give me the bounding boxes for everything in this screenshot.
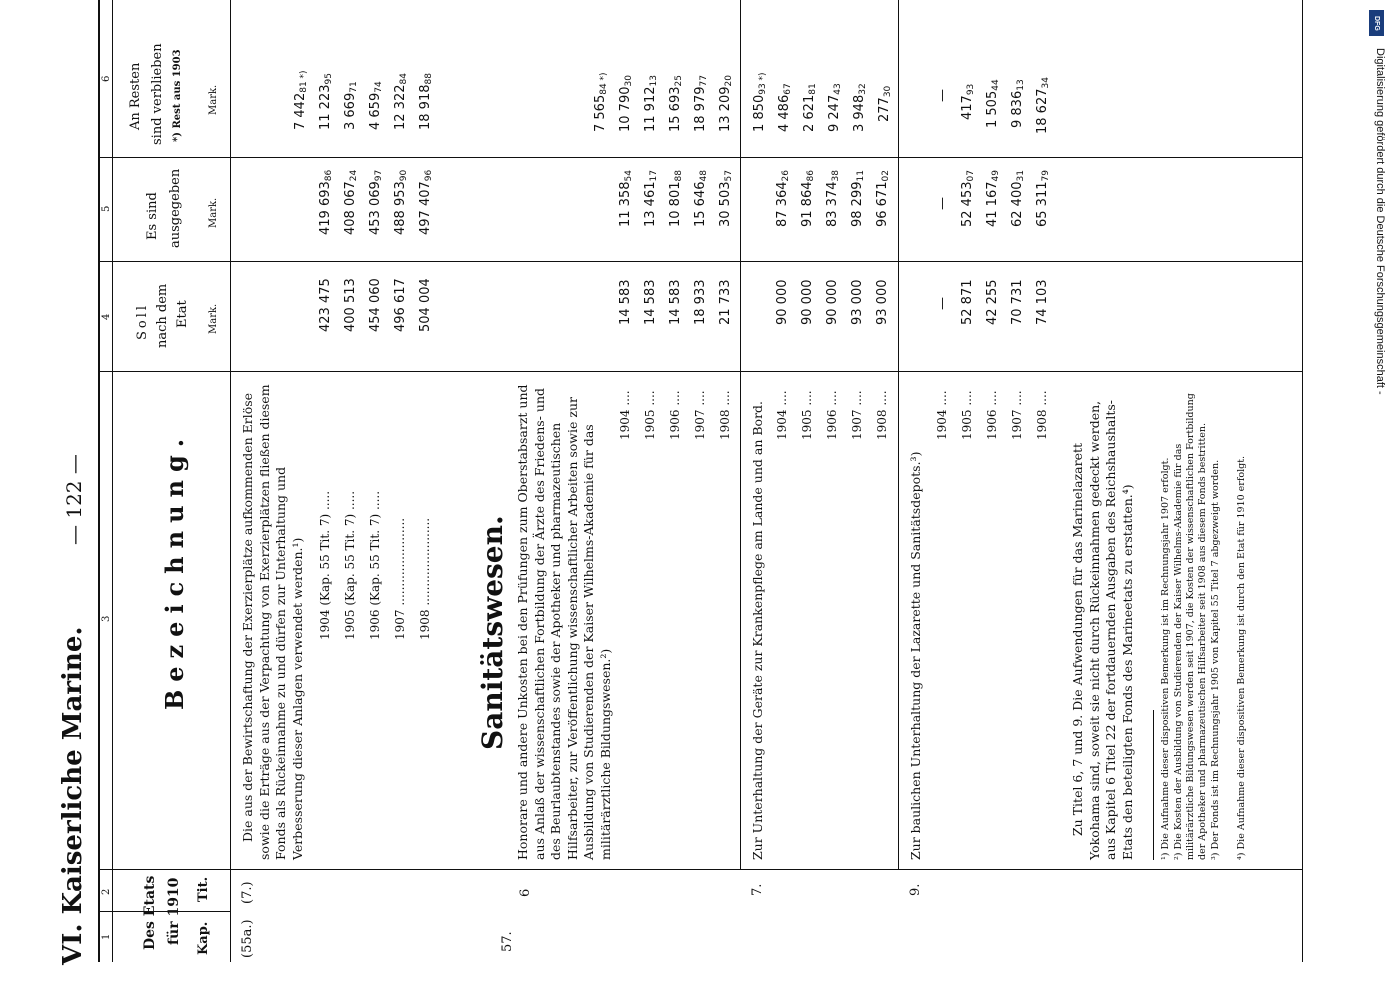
- block-divider: [898, 0, 899, 870]
- rest-value: $277_{30}$: [877, 85, 893, 122]
- soll-value: 504 004: [418, 278, 433, 332]
- ausgegeben-value: 87 $364_{26}$: [775, 170, 791, 227]
- year-label: 1906 ....: [668, 390, 682, 440]
- ausgegeben-value: 497 $407_{96}$: [418, 169, 434, 235]
- year-label: 1905 ....: [643, 390, 657, 440]
- rest-value: 10 $790_{30}$: [618, 75, 634, 132]
- ausgegeben-value: 488 $953_{90}$: [393, 169, 409, 235]
- year-label: 1908 ....: [1035, 390, 1049, 440]
- soll-value: 400 513: [343, 278, 358, 332]
- section-title: VI. Kaiserliche Marine.: [58, 626, 88, 965]
- ausgegeben-value: 91 $864_{86}$: [800, 170, 816, 227]
- col-kap-header: Kap.: [196, 921, 211, 955]
- col12-title: Des Etats: [142, 875, 158, 950]
- ausgegeben-value: 52 $453_{07}$: [960, 170, 976, 227]
- soll-value: 90 000: [800, 279, 815, 325]
- col-divider-5: [100, 157, 1302, 158]
- rest-value: 18 $627_{34}$: [1035, 77, 1051, 134]
- col-number: 6: [101, 75, 112, 82]
- rest-1903-value: 1 $850_{93 *)}$: [752, 72, 768, 132]
- header-rule: [230, 0, 231, 962]
- section-heading: Sanitätswesen.: [476, 515, 509, 750]
- rest-value: $417_{93}$: [960, 83, 976, 120]
- soll-value: 14 583: [643, 279, 658, 325]
- col4-title: nach dem: [155, 283, 170, 348]
- credit-text: Digitalisierung gefördert durch die Deutsche Forschungsgemeinschaft -: [1374, 48, 1386, 395]
- col6-unit: Mark.: [208, 84, 219, 115]
- col3-title: Bezeichnung.: [160, 430, 189, 710]
- ausgegeben-value: 30 $503_{57}$: [718, 170, 734, 227]
- kap-value: (55a.): [240, 919, 255, 958]
- ausgegeben-value: 41 $167_{49}$: [985, 170, 1001, 227]
- soll-value: —: [935, 297, 950, 310]
- soll-value: 454 060: [368, 278, 383, 332]
- year-label: 1905 ....: [800, 390, 814, 440]
- rest-value: 18 $979_{77}$: [693, 75, 709, 132]
- year-label: 1906 ....: [825, 390, 839, 440]
- soll-value: 14 583: [668, 279, 683, 325]
- soll-value: 18 933: [693, 279, 708, 325]
- rest-value: 3 $948_{32}$: [852, 83, 868, 132]
- col5-title: Es sind: [145, 192, 160, 240]
- rest-value: 11 $223_{95}$: [318, 73, 334, 130]
- footnote: ³) Der Fonds ist im Rechnungsjahr 1905 von Kapitel 55 Titel 7 abgezweigt worden.: [1210, 459, 1221, 860]
- footnote-rule: [1153, 710, 1154, 860]
- col-tit-header: Tit.: [196, 876, 211, 902]
- year-label: 1905 (Kap. 55 Tit. 7) .....: [343, 490, 357, 640]
- soll-value: 70 731: [1010, 279, 1025, 325]
- soll-value: 21 733: [718, 279, 733, 325]
- ausgegeben-value: —: [935, 197, 950, 210]
- soll-value: 74 103: [1035, 279, 1050, 325]
- rest-value: 4 $486_{67}$: [777, 83, 793, 132]
- col6-title: sind verblieben: [150, 43, 165, 145]
- soll-value: 93 000: [850, 279, 865, 325]
- rest-value: 13 $209_{20}$: [718, 75, 734, 132]
- number-row-rule: [112, 0, 113, 962]
- rest-value: —: [935, 89, 950, 102]
- ausgegeben-value: 65 $311_{79}$: [1035, 170, 1051, 227]
- col-number: 5: [101, 205, 112, 212]
- rest-value: 12 $322_{84}$: [393, 73, 409, 130]
- ausgegeben-value: 13 $461_{17}$: [643, 170, 659, 227]
- ausgegeben-value: 453 $069_{97}$: [368, 169, 384, 235]
- year-label: 1904 ....: [618, 390, 632, 440]
- top-rule: [98, 0, 100, 962]
- col6-title: An Resten: [128, 62, 143, 130]
- rest-value: 11 $912_{13}$: [643, 75, 659, 132]
- tit-value: 9.: [908, 883, 923, 896]
- soll-value: 90 000: [775, 279, 790, 325]
- kap-value: 57.: [500, 931, 515, 952]
- year-label: 1908 .......................: [418, 517, 432, 640]
- year-label: 1904 ....: [935, 390, 949, 440]
- bottom-rule: [1302, 0, 1303, 962]
- ausgegeben-value: 10 $801_{88}$: [668, 170, 684, 227]
- col-number: 3: [101, 615, 112, 622]
- rest-value: 4 $659_{74}$: [368, 81, 384, 130]
- ausgegeben-value: 62 $400_{31}$: [1010, 170, 1026, 227]
- ausgegeben-value: 419 $693_{86}$: [318, 169, 334, 235]
- year-label: 1906 ....: [985, 390, 999, 440]
- rest-value: 9 $836_{13}$: [1010, 79, 1026, 128]
- year-label: 1904 (Kap. 55 Tit. 7) .....: [318, 490, 332, 640]
- rest-value: 1 $505_{44}$: [985, 79, 1001, 128]
- soll-value: 42 255: [985, 279, 1000, 325]
- col5-unit: Mark.: [208, 197, 219, 228]
- block-divider: [740, 0, 741, 870]
- col4-unit: Mark.: [208, 303, 219, 334]
- entry-text: Zur Unterhaltung der Geräte zur Krankenpflege am Lande und an Bord.: [750, 400, 765, 860]
- digitization-credit: [1366, 8, 1386, 998]
- col-divider-3: [100, 371, 1302, 372]
- tit-value: (7.): [240, 881, 255, 904]
- ausgegeben-value: 96 $671_{02}$: [875, 170, 891, 227]
- col-divider-2: [100, 869, 1302, 870]
- soll-value: 93 000: [875, 279, 890, 325]
- rest-value: 15 $693_{25}$: [668, 75, 684, 132]
- tit-value: 7.: [750, 883, 765, 896]
- rest-1903-value: 7 $565_{84 *)}$: [593, 72, 609, 132]
- rest-1903-value: 7 $442_{81 *)}$: [293, 70, 309, 130]
- year-label: 1905 ....: [960, 390, 974, 440]
- rest-value: 2 $621_{81}$: [802, 83, 818, 132]
- ausgegeben-value: 11 $358_{54}$: [618, 170, 634, 227]
- col-divider-1: [100, 911, 230, 912]
- ausgegeben-value: 98 $299_{11}$: [850, 170, 866, 227]
- year-label: 1906 (Kap. 55 Tit. 7) .....: [368, 490, 382, 640]
- col-divider-4: [100, 261, 1302, 262]
- soll-value: 52 871: [960, 279, 975, 325]
- entry-text: Zur baulichen Unterhaltung der Lazarette und Sanitätsdepots.³): [908, 451, 923, 860]
- ausgegeben-value: 15 $646_{48}$: [693, 170, 709, 227]
- rest-value: 3 $669_{71}$: [343, 81, 359, 130]
- closing-note: Zu Titel 6, 7 und 9. Die Aufwendungen für das Marinelazarett Yokohama sind, soweit sie nicht durch Rückeinnahmen gedeckt werden, aus Kapitel 6 Titel 22 der fortdauernden Ausgaben des Reichshaushalts-Etats den beteiligten Fonds des Marineetats zu erstatten.⁴): [1070, 399, 1135, 860]
- col5-title: ausgegeben: [168, 168, 183, 248]
- footnote: ¹) Die Aufnahme dieser dispositiven Bemerkung ist im Rechnungsjahr 1907 erfolgt.: [1160, 457, 1171, 860]
- year-label: 1907 .......................: [393, 517, 407, 640]
- year-label: 1908 ....: [875, 390, 889, 440]
- year-label: 1907 ....: [850, 390, 864, 440]
- soll-value: 14 583: [618, 279, 633, 325]
- col4-title: Etat: [175, 300, 190, 328]
- footnote: ²) Die Kosten der Ausbildung von Studierenden der Kaiser Wilhelms-Akademie für das militärärztliche Bildungswesen werden seit 1907, die Kosten der wissenschaftlichen Fortbildung der Apotheker und pharmazeutischen Hilfsarbeiter seit 1908 aus diesem Fonds bestritten.: [1173, 393, 1208, 860]
- ausgegeben-value: 83 $374_{38}$: [825, 170, 841, 227]
- dfg-logo: DFG: [1369, 10, 1384, 36]
- entry-text: Honorare und andere Unkosten bei den Prüfungen zum Oberstabsarzt und aus Anlaß der wissenschaftlichen Fortbildung der Ärzte des Friedens- und des Beurlaubtenstandes sowie der Apotheker und pharmazeutischen Hilfsarbeiter, zur Veröffentlichung wissenschaftlicher Arbeiten sowie zur Ausbildung von Studierenden der Kaiser Wilhelms-Akademie für das militärärztliche Bildungswesen.²): [515, 384, 613, 860]
- col-number: 1: [101, 933, 112, 940]
- soll-value: 90 000: [825, 279, 840, 325]
- year-label: 1907 ....: [693, 390, 707, 440]
- rest-value: 18 $918_{88}$: [418, 73, 434, 130]
- col-number: 4: [101, 313, 112, 320]
- entry-text: Die aus der Bewirtschaftung der Exerzierplätze aufkommenden Erlöse sowie die Erträge aus der Verpachtung von Exerzierplätzen fließen diesem Fonds als Rückeinnahme zu und dürfen zur Unterhaltung und Verbesserung dieser Anlagen verwendet werden.¹): [240, 384, 305, 860]
- ausgegeben-value: 408 $067_{24}$: [343, 169, 359, 235]
- col12-title: für 1910: [166, 877, 182, 945]
- col6-note: *) Rest aus 1903: [172, 49, 183, 142]
- footnote: ⁴) Die Aufnahme dieser dispositiven Bemerkung ist durch den Etat für 1910 erfolgt.: [1236, 455, 1247, 860]
- tit-value: 6: [518, 888, 533, 897]
- page-number: — 122 —: [62, 454, 86, 545]
- col-number: 2: [101, 888, 112, 895]
- year-label: 1907 ....: [1010, 390, 1024, 440]
- soll-value: 423 475: [318, 278, 333, 332]
- col4-title: Soll: [135, 302, 150, 340]
- soll-value: 496 617: [393, 278, 408, 332]
- rest-value: 9 $247_{43}$: [827, 83, 843, 132]
- year-label: 1908 ....: [718, 390, 732, 440]
- year-label: 1904 ....: [775, 390, 789, 440]
